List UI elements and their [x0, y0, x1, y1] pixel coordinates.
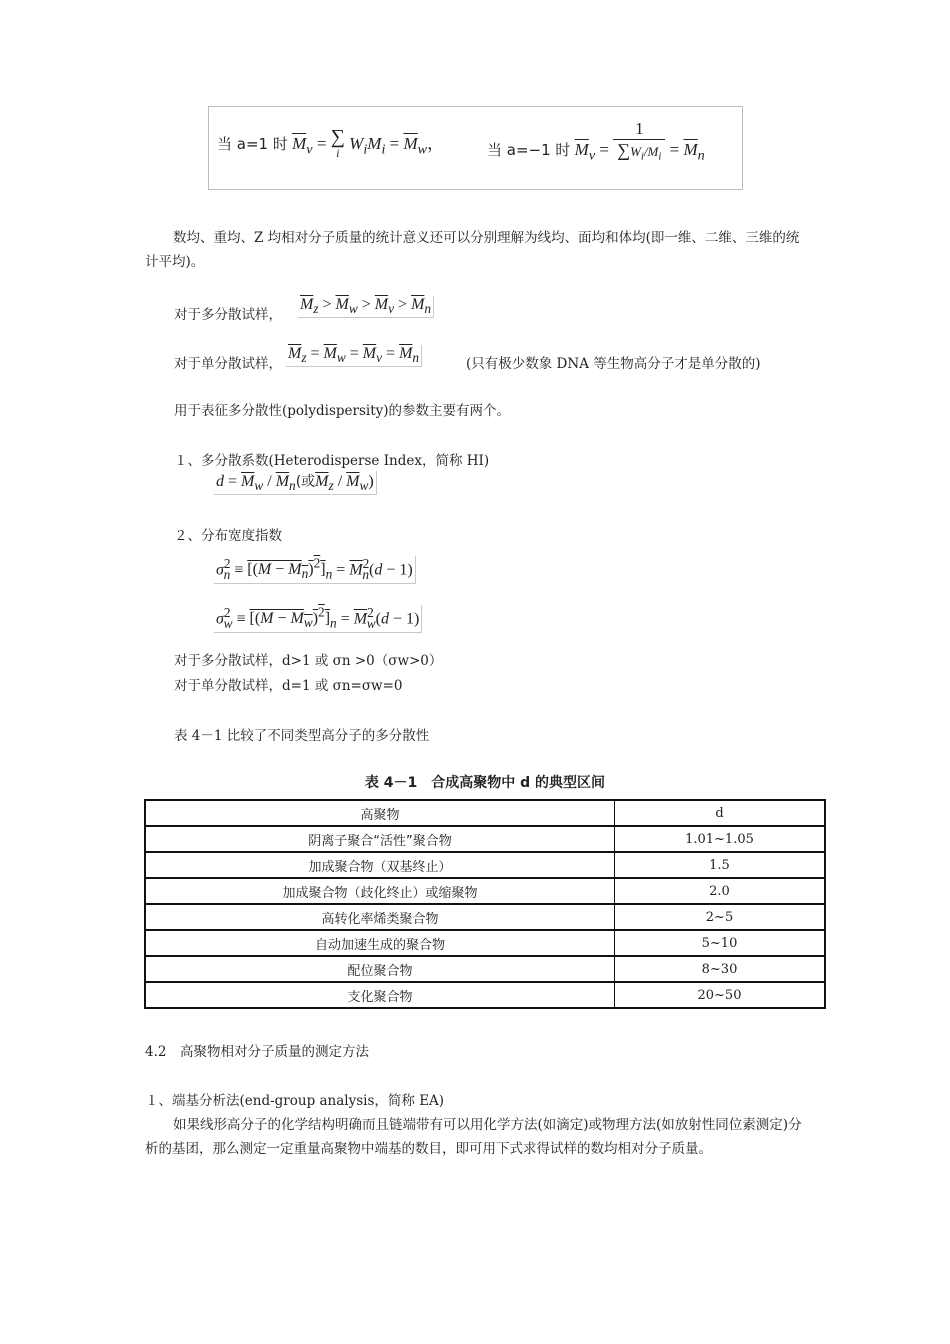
params-line: 用于表征多分散性(polydispersity)的参数主要有两个。 — [174, 403, 511, 419]
mono-equality: $\overline{M}_z = \overline{M}_w = \overline{M}_v = \overline{M}_n$ — [286, 345, 422, 367]
table-cell-polymer: 加成聚合物（双基终止） — [145, 852, 615, 878]
dispersity-table — [144, 799, 826, 1009]
poly-label: 对于多分散试样， — [174, 307, 282, 323]
table-cell-d: 2.0 — [615, 878, 826, 904]
table-caption: 表 4－1 合成高聚物中 d 的典型区间 — [364, 775, 606, 791]
formula-box — [208, 106, 743, 190]
table-cell-polymer: 支化聚合物 — [145, 982, 615, 1008]
table-row — [145, 878, 825, 904]
subsection-ea: １、端基分析法(end-group analysis，简称 EA) — [145, 1093, 445, 1109]
mono-note: (只有极少数象 DNA 等生物高分子才是单分散的) — [466, 356, 761, 372]
formula-cond2: 当 a=−1 时 — [487, 140, 571, 159]
formula-cond1: 当 a=1 时 — [217, 135, 288, 153]
table-cell-d: 20~50 — [615, 982, 826, 1008]
table-cell-d: 2~5 — [615, 904, 826, 930]
table-cell-d: 8~30 — [615, 956, 826, 982]
table-row — [145, 904, 825, 930]
hi-formula: $d = \overline{M}_w / \overline{M}_n$(或$\overline{M}_z / \overline{M}_w$) — [214, 471, 377, 495]
table-header-row — [145, 800, 825, 826]
mono-condition: 对于单分散试样，d=1 或 σn=σw=0 — [174, 678, 403, 694]
intro-paragraph: 数均、重均、Z 均相对分子质量的统计意义还可以分别理解为线均、面均和体均(即一维、二维、三维的统计平均)。 — [145, 230, 800, 270]
table-cell-polymer: 阴离子聚合“活性”聚合物 — [145, 826, 615, 852]
table-row — [145, 982, 825, 1008]
table-cell-polymer: 加成聚合物（歧化终止）或缩聚物 — [145, 878, 615, 904]
table-cell-d: 1.5 — [615, 852, 826, 878]
table-row — [145, 852, 825, 878]
table-header-polymer: 高聚物 — [145, 800, 615, 826]
sigma-w-formula: $\sigma^2_w \equiv [(M - M_w)^2]_n = \overline{M}^2_w(d - 1)$ — [214, 605, 422, 633]
table-cell-polymer: 自动加速生成的聚合物 — [145, 930, 615, 956]
formula-sep: ， — [427, 134, 445, 153]
table-row — [145, 930, 825, 956]
section-heading: 4.2 高聚物相对分子质量的测定方法 — [145, 1044, 369, 1060]
table-cell-d: 1.01~1.05 — [615, 826, 826, 852]
ea-paragraph: 如果线形高分子的化学结构明确而且链端带有可以用化学方法(如滴定)或物理方法(如放射性同位素测定)分析的基团，那么测定一定重量高聚物中端基的数目，即可用下式求得试样的数均相对分子质量。 — [145, 1117, 802, 1157]
sigma-n-formula: $\sigma^2_n \equiv [(M - M_n)^2]_n = \overline{M}^2_n(d - 1)$ — [214, 556, 416, 584]
table-cell-polymer: 高转化率烯类聚合物 — [145, 904, 615, 930]
item1-title: １、多分散系数(Heterodisperse Index，简称 HI) — [174, 453, 490, 469]
table-cell-d: 5~10 — [615, 930, 826, 956]
poly-condition: 对于多分散试样，d>1 或 σn >0（σw>0） — [174, 653, 443, 669]
table-header-d: d — [615, 800, 826, 826]
mono-label: 对于单分散试样， — [174, 356, 282, 372]
poly-inequality: $\overline{M}_z > \overline{M}_w > \overline{M}_v > \overline{M}_n$ — [298, 296, 434, 318]
item2-title: ２、分布宽度指数 — [174, 528, 282, 544]
table-cell-polymer: 配位聚合物 — [145, 956, 615, 982]
table-row — [145, 826, 825, 852]
table-row — [145, 956, 825, 982]
formula-viscosity-cases: 当 a=1 时 $\overline{M}_v$ = ∑ i $W_iM_i = \overline{M}_w$， 当 a=−1 时 $\overline{M}_v$ = $\frac{1}{\sum W_i/M_i}$ = $\overline{M}_n$ — [217, 119, 705, 164]
table-reference: 表 4－1 比较了不同类型高分子的多分散性 — [174, 728, 430, 744]
